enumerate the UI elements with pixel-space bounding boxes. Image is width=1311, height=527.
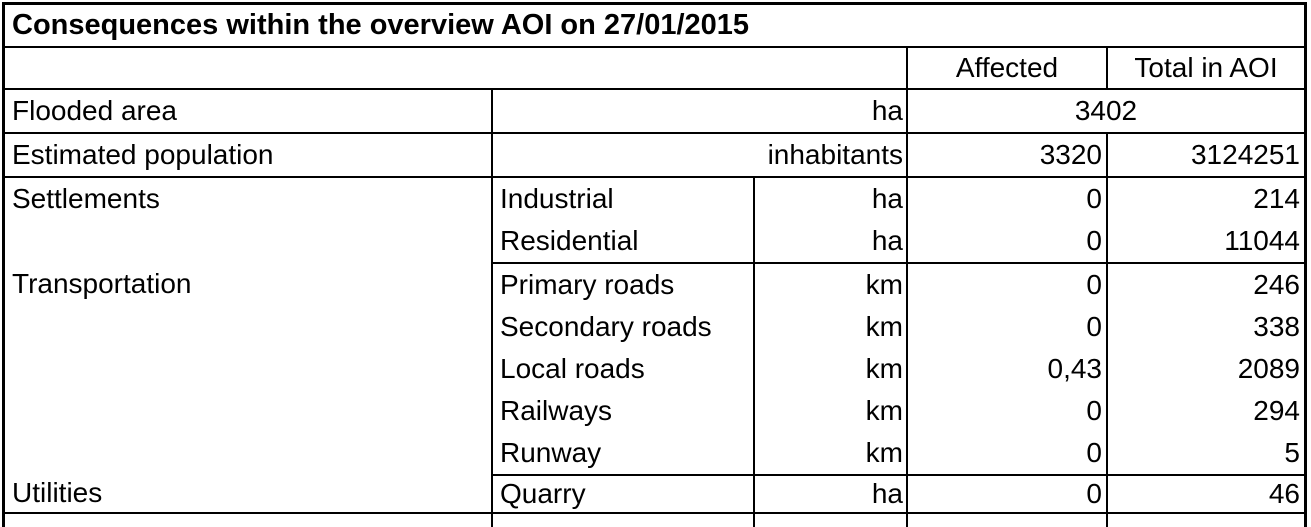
cutoff-cell <box>1107 513 1304 527</box>
cutoff-cell <box>492 513 754 527</box>
total-value: 11044 <box>1107 220 1304 263</box>
row-transportation-primary-roads <box>5 263 1304 306</box>
total-value: 294 <box>1107 390 1304 432</box>
unit-cell: ha <box>754 475 907 513</box>
affected-value: 0 <box>907 475 1107 513</box>
total-value: 3124251 <box>1107 133 1304 177</box>
unit-cell: km <box>754 390 907 432</box>
affected-value: 0 <box>907 306 1107 348</box>
subcategory-cell: Secondary roads <box>492 306 754 348</box>
affected-value: 0 <box>907 432 1107 475</box>
cutoff-cell <box>5 513 492 527</box>
row-utilities-quarry <box>5 475 1304 513</box>
affected-value: 0 <box>907 220 1107 263</box>
cutoff-cell <box>907 513 1107 527</box>
unit-cell: km <box>754 348 907 390</box>
subcategory-cell: Runway <box>492 432 754 475</box>
subcategory-cell: Primary roads <box>492 263 754 306</box>
row-estimated-population <box>5 133 1304 177</box>
unit-cell: inhabitants <box>492 133 907 177</box>
total-value: 2089 <box>1107 348 1304 390</box>
total-value: 338 <box>1107 306 1304 348</box>
unit-cell: km <box>754 432 907 475</box>
column-header-row <box>5 47 1304 89</box>
subcategory-cell: Railways <box>492 390 754 432</box>
category-cell: Flooded area <box>5 89 492 133</box>
total-value: 5 <box>1107 432 1304 475</box>
unit-cell: km <box>754 263 907 306</box>
header-total-in-aoi: Total in AOI <box>1107 47 1304 89</box>
unit-cell: km <box>754 306 907 348</box>
title-row <box>5 5 1304 47</box>
category-cell: Settlements <box>12 183 160 214</box>
unit-cell: ha <box>754 220 907 263</box>
header-affected: Affected <box>907 47 1107 89</box>
category-cell: Estimated population <box>5 133 492 177</box>
total-value: 246 <box>1107 263 1304 306</box>
affected-value: 3320 <box>907 133 1107 177</box>
affected-value: 0 <box>907 177 1107 220</box>
table-outer-border <box>2 2 1307 527</box>
row-settlements-industrial <box>5 177 1304 220</box>
header-spacer-cell <box>5 47 907 89</box>
affected-value: 0 <box>907 390 1107 432</box>
unit-cell: ha <box>754 177 907 220</box>
total-value: 214 <box>1107 177 1304 220</box>
table-title: Consequences within the overview AOI on 27/01/2015 <box>5 5 1304 47</box>
subcategory-cell: Industrial <box>492 177 754 220</box>
row-flooded-area <box>5 89 1304 133</box>
unit-cell: ha <box>492 89 907 133</box>
total-value: 46 <box>1107 475 1304 513</box>
category-cell: Utilities <box>5 475 492 513</box>
consequences-table <box>5 5 1304 527</box>
affected-value: 0 <box>907 263 1107 306</box>
affected-value: 0,43 <box>907 348 1107 390</box>
subcategory-cell: Residential <box>492 220 754 263</box>
cutoff-cell <box>754 513 907 527</box>
subcategory-cell: Quarry <box>492 475 754 513</box>
subcategory-cell: Local roads <box>492 348 754 390</box>
category-cell: Transportation <box>12 268 192 299</box>
partial-row-cutoff <box>5 513 1304 527</box>
combined-value-cell: 3402 <box>907 89 1304 133</box>
